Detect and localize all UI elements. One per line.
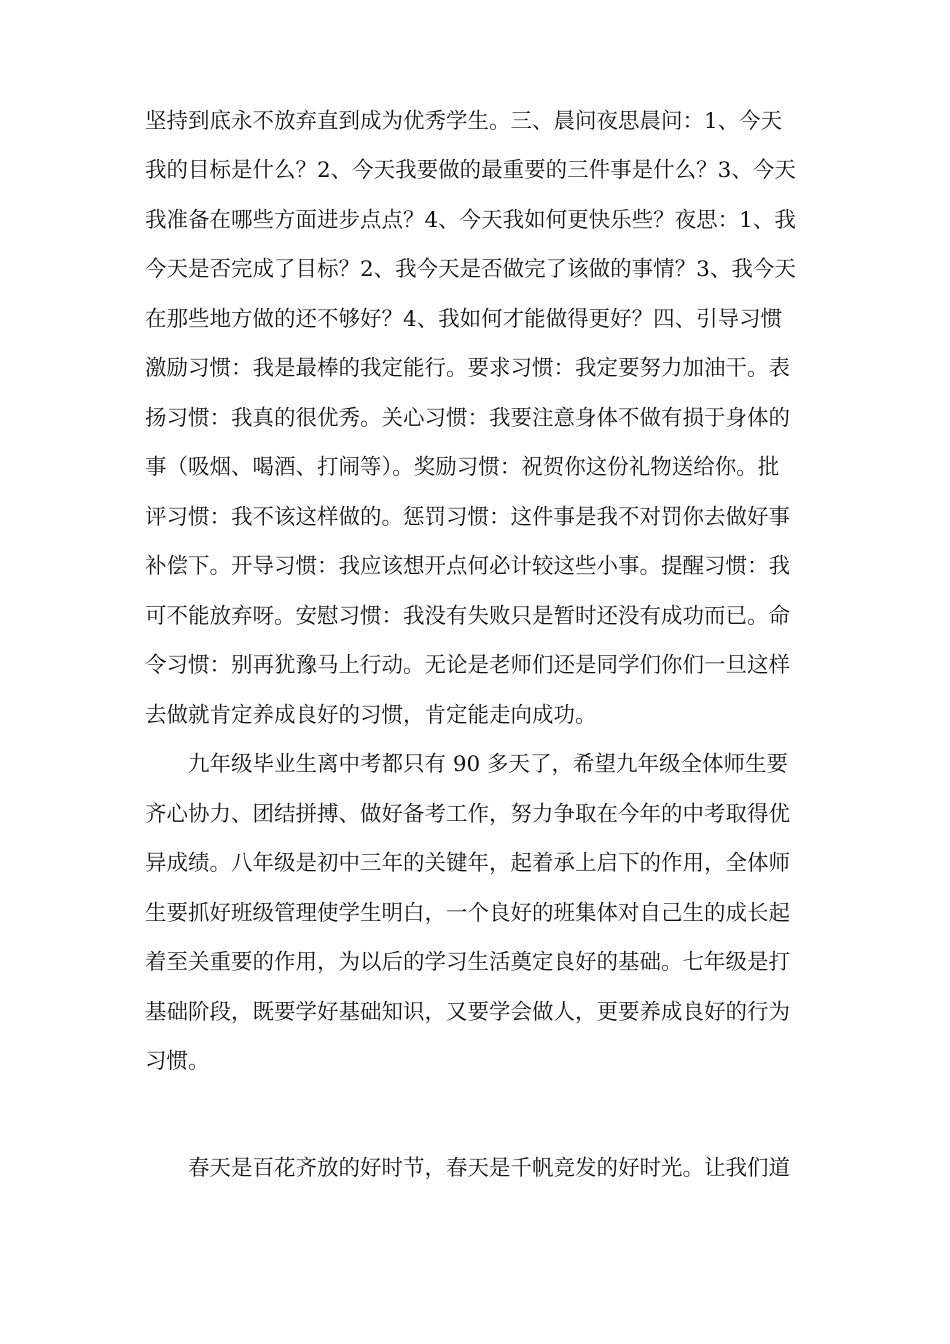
paragraph-2-line-6: 基础阶段，既要学好基础知识，又要学会做人，更要养成良好的行为 (145, 1000, 791, 1025)
paragraph-1-line-5: 在那些地方做的还不够好？4、我如何才能做得更好？四、引导习惯 (145, 307, 783, 332)
paragraph-1-line-6: 激励习惯：我是最棒的我定能行。要求习惯：我定要努力加油干。表 (145, 356, 791, 381)
paragraph-1-line-11: 可不能放弃呀。安慰习惯：我没有失败只是暂时还没有成功而已。命 (145, 604, 791, 629)
paragraph-1-line-4: 今天是否完成了目标？2、我今天是否做完了该做的事情？3、我今天 (145, 257, 796, 282)
paragraph-2-line-1: 九年级毕业生离中考都只有 90 多天了，希望九年级全体师生要 (188, 752, 789, 777)
paragraph-1-line-1: 坚持到底永不放弃直到成为优秀学生。三、晨问夜思晨问：1、今天 (145, 109, 783, 134)
paragraph-1-line-7: 扬习惯：我真的很优秀。关心习惯：我要注意身体不做有损于身体的 (145, 406, 791, 431)
paragraph-1-line-8: 事（吸烟、喝酒、打闹等）。奖励习惯：祝贺你这份礼物送给你。批 (145, 455, 780, 480)
paragraph-1-line-13: 去做就肯定养成良好的习惯，肯定能走向成功。 (145, 703, 597, 728)
paragraph-2-line-4: 生要抓好班级管理使学生明白，一个良好的班集体对自己生的成长起 (145, 901, 791, 926)
paragraph-1-line-10: 补偿下。开导习惯：我应该想开点何必计较这些小事。提醒习惯：我 (145, 554, 791, 579)
paragraph-2-line-5: 着至关重要的作用，为以后的学习生活奠定良好的基础。七年级是打 (145, 950, 791, 975)
paragraph-1-line-9: 评习惯：我不该这样做的。惩罚习惯：这件事是我不对罚你去做好事 (145, 505, 791, 530)
paragraph-2-line-3: 异成绩。八年级是初中三年的关键年，起着承上启下的作用，全体师 (145, 851, 791, 876)
paragraph-2-line-7: 习惯。 (145, 1049, 210, 1074)
paragraph-2-line-2: 齐心协力、团结拼搏、做好备考工作，努力争取在今年的中考取得优 (145, 802, 791, 827)
paragraph-1-line-2: 我的目标是什么？2、今天我要做的最重要的三件事是什么？3、今天 (145, 158, 796, 183)
paragraph-1-line-12: 令习惯：别再犹豫马上行动。无论是老师们还是同学们你们一旦这样 (145, 653, 791, 678)
paragraph-3-line-1: 春天是百花齐放的好时节，春天是千帆竞发的好时光。让我们道 (188, 1156, 791, 1181)
paragraph-1-line-3: 我准备在哪些方面进步点点？4、今天我如何更快乐些？夜思：1、我 (145, 208, 796, 233)
